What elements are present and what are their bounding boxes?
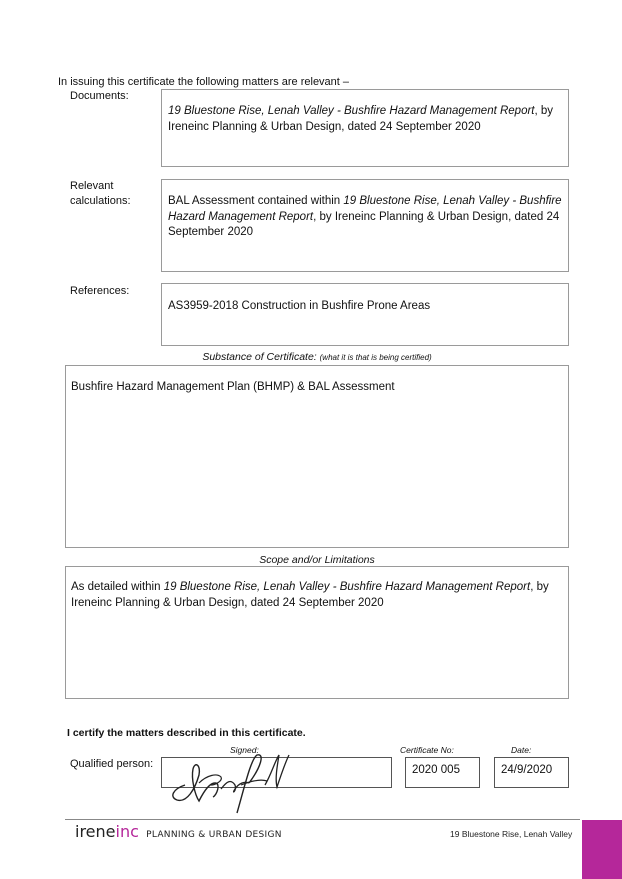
brand-irene: irene <box>75 822 116 841</box>
scope-prefix: As detailed within <box>71 581 164 593</box>
documents-label: Documents: <box>70 90 129 102</box>
brand-tagline: PLANNING & URBAN DESIGN <box>146 830 282 840</box>
cert-no-value: 2020 005 <box>412 764 460 776</box>
scope-box <box>65 566 569 699</box>
signature-image <box>165 745 305 817</box>
documents-text <box>168 104 564 135</box>
brand-inc: inc <box>115 822 139 841</box>
date-value: 24/9/2020 <box>501 764 553 776</box>
scope-title: 19 Bluestone Rise, Lenah Valley - Bushfire Hazard Management Report <box>163 581 531 593</box>
date-label: Date: <box>511 745 532 755</box>
date-box <box>494 757 569 788</box>
relevant-rest: , by Ireneinc Planning & Urban Design, dated 24 September 2020 <box>168 210 560 238</box>
relevant-prefix: BAL Assessment contained within <box>168 195 344 207</box>
footer-rule <box>65 819 580 820</box>
references-box <box>161 283 569 346</box>
cert-no-box <box>405 757 480 788</box>
scope-text <box>71 580 563 611</box>
relevant-text <box>168 194 566 241</box>
footer-brand <box>75 822 282 841</box>
qualified-person-label: Qualified person: <box>70 758 154 770</box>
brand-color-block <box>582 820 622 879</box>
references-label: References: <box>70 285 130 297</box>
references-text: AS3959-2018 Construction in Bushfire Prone Areas <box>168 300 431 312</box>
documents-rest: , by Ireneinc Planning & Urban Design, dated 24 September 2020 <box>168 105 554 133</box>
footer-address: 19 Bluestone Rise, Lenah Valley <box>450 829 573 839</box>
substance-box <box>65 365 569 548</box>
intro-text: In issuing this certificate the following matters are relevant – <box>58 76 350 88</box>
cert-no-label: Certificate No: <box>400 745 454 755</box>
relevant-box <box>161 179 569 272</box>
documents-box <box>161 89 569 167</box>
relevant-title: 19 Bluestone Rise, Lenah Valley - Bushfire Hazard Management Report <box>168 195 562 223</box>
documents-title: 19 Bluestone Rise, Lenah Valley - Bushfire Hazard Management Report <box>168 105 535 117</box>
substance-caption <box>65 351 569 363</box>
substance-caption-main: Substance of Certificate: <box>202 351 317 363</box>
certify-statement: I certify the matters described in this certificate. <box>67 727 306 739</box>
scope-caption: Scope and/or Limitations <box>259 554 375 566</box>
relevant-label-1: Relevant <box>70 180 114 192</box>
signed-label: Signed: <box>230 745 259 755</box>
scope-rest: , by Ireneinc Planning & Urban Design, dated 24 September 2020 <box>71 581 549 609</box>
substance-caption-note: (what it is that is being certified) <box>319 353 432 362</box>
substance-text: Bushfire Hazard Management Plan (BHMP) & BAL Assessment <box>71 381 395 393</box>
relevant-label-2: calculations: <box>70 195 131 207</box>
